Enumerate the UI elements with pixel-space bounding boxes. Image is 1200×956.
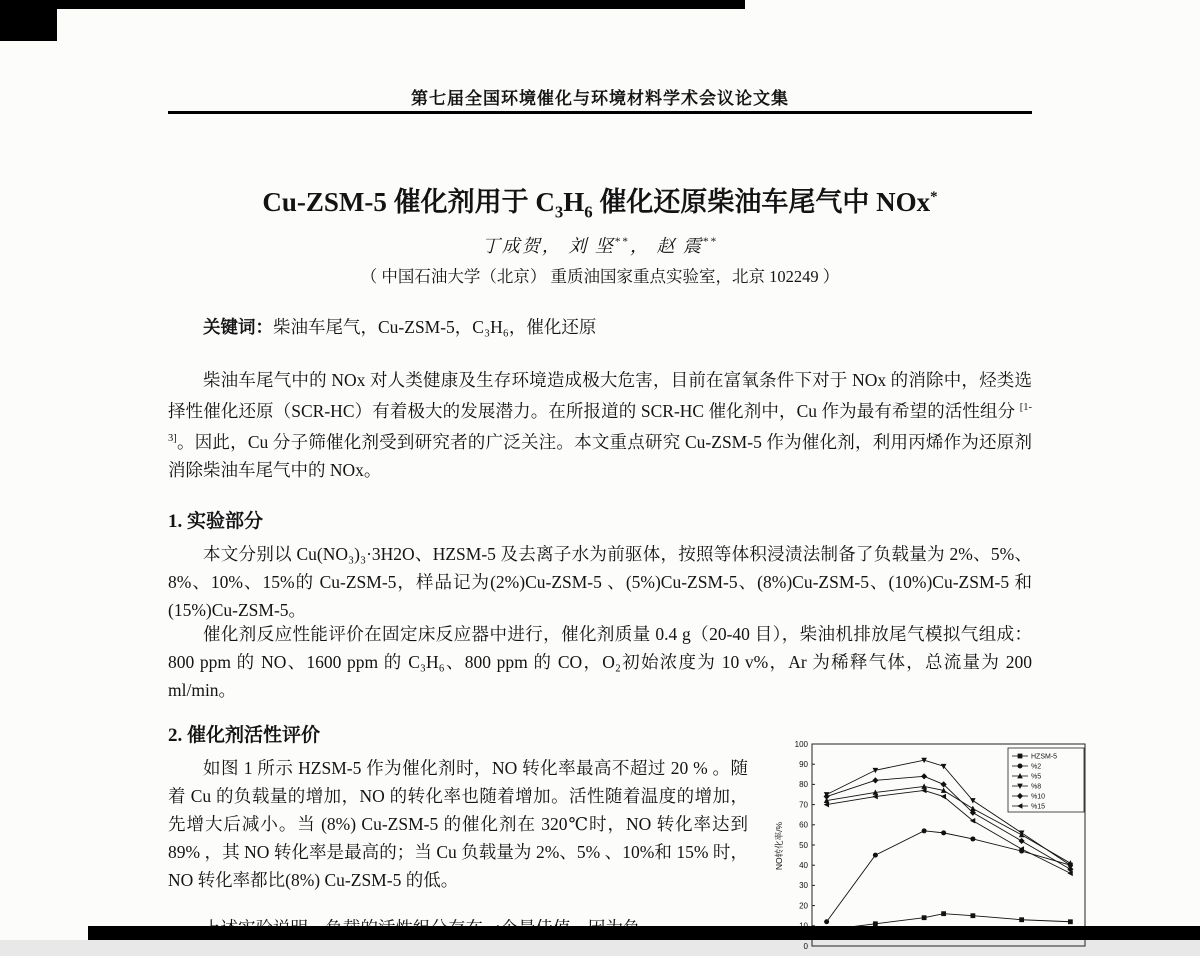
svg-text:%5: %5 <box>1031 773 1042 781</box>
author-footnote-marker: ** <box>703 236 719 248</box>
figure1-no-conversion-chart <box>772 736 1090 951</box>
section1-paragraph2: 催化剂反应性能评价在固定床反应器中进行，催化剂质量 0.4 g（20-40 目），柴油机排放尾气模拟气组成：800 ppm 的 NO、1600 ppm 的 C₃H₆、800 ppm 的 CO，O₂初始浓度为 10 v%，Ar 为稀释气体，总流量为 200 ml/min。 <box>168 624 1032 700</box>
keywords-text: 柴油车尾气，Cu-ZSM-5，C₃H₆，催化还原 <box>273 317 597 337</box>
svg-text:50: 50 <box>799 840 808 850</box>
scan-artifact-top-bar <box>0 0 745 9</box>
title-subscript: 6 <box>584 202 593 222</box>
svg-text:90: 90 <box>799 760 808 769</box>
svg-text:40: 40 <box>799 861 808 870</box>
svg-text:70: 70 <box>799 800 808 810</box>
keywords-label: 关键词： <box>203 317 273 337</box>
section1-paragraph1: 本文分别以 Cu(NO₃)₃·3H2O、HZSM-5 及去离子水为前驱体，按照等体积浸渍法制备了负载量为 2%、5%、8%、10%、15%的 Cu-ZSM-5，样品记为(2%)Cu-ZSM-5 、(5%)Cu-ZSM-5、(8%)Cu-ZSM-5、(10%)Cu-ZSM-5 和(15%)Cu-ZSM-5。 <box>168 544 1032 620</box>
author-names: ， 赵 震 <box>630 236 703 256</box>
svg-text:20: 20 <box>799 901 808 911</box>
svg-text:0: 0 <box>803 941 808 951</box>
intro-text-cont: 。因此，Cu 分子筛催化剂受到研究者的广泛关注。本文重点研究 Cu-ZSM-5 作为催化剂，利用丙烯作为还原剂消除柴油车尾气中的 NOx。 <box>168 431 1032 480</box>
title-footnote-marker: * <box>930 189 938 205</box>
section2-heading: 2. 催化剂活性评价 <box>168 725 321 746</box>
intro-text: 柴油车尾气中的 NOx 对人类健康及生存环境造成极大危害，目前在富氧条件下对于 NOx 的消除中，烃类选择性催化还原（SCR-HC）有着极大的发展潜力。在所报道的 SCR-HC 催化剂中，Cu 作为最有希望的活性组分 <box>168 370 1032 421</box>
title-text: H <box>563 187 585 217</box>
svg-text:%10: %10 <box>1031 793 1046 801</box>
header-rule <box>168 111 1032 114</box>
line-chart-svg <box>772 736 1090 956</box>
svg-text:HZSM-5: HZSM-5 <box>1031 753 1058 761</box>
proceedings-header-title: 第七届全国环境催化与环境材料学术会议论文集 <box>411 89 789 108</box>
scan-artifact-bottom-bar <box>88 926 1200 940</box>
affiliation-line: （ 中国石油大学（北京） 重质油国家重点实验室，北京 102249 ） <box>360 267 840 286</box>
citation-ref: [1-3] <box>168 402 1032 444</box>
title-text: Cu-ZSM-5 催化剂用于 C <box>262 187 555 217</box>
section2-paragraph1: 如图 1 所示 HZSM-5 作为催化剂时，NO 转化率最高不超过 20 % 。随着 Cu 的负载量的增加，NO 的转化率也随着增加。活性随着温度的增加，先增大后减小。当 (8%) Cu-ZSM-5 的催化剂在 320℃时，NO 转化率达到 89% ，其 NO 转化率是最高的；当 Cu 负载量为 2%、5% 、10%和 15% 时，NO 转化率都比(8%) Cu-ZSM-5 的低。 <box>168 758 748 890</box>
svg-text:%8: %8 <box>1031 783 1042 791</box>
scan-artifact-top-left-block <box>0 0 57 41</box>
author-names: 丁成贺， 刘 坚 <box>481 236 615 256</box>
title-text: 催化还原柴油车尾气中 NOx <box>592 187 931 217</box>
author-line <box>0 232 1200 258</box>
title-subscript: 3 <box>554 202 564 222</box>
svg-text:80: 80 <box>799 780 808 790</box>
paper-title <box>0 180 1200 222</box>
intro-paragraph <box>168 366 1032 484</box>
section1-heading: 1. 实验部分 <box>168 511 264 532</box>
svg-text:100: 100 <box>794 739 808 749</box>
svg-text:%15: %15 <box>1031 803 1046 811</box>
svg-text:NO转化率/%: NO转化率/% <box>774 821 784 871</box>
svg-text:%2: %2 <box>1031 763 1042 771</box>
author-footnote-marker: ** <box>614 236 630 248</box>
svg-text:60: 60 <box>799 820 808 830</box>
keywords-line <box>168 314 1032 339</box>
svg-text:30: 30 <box>799 881 808 891</box>
